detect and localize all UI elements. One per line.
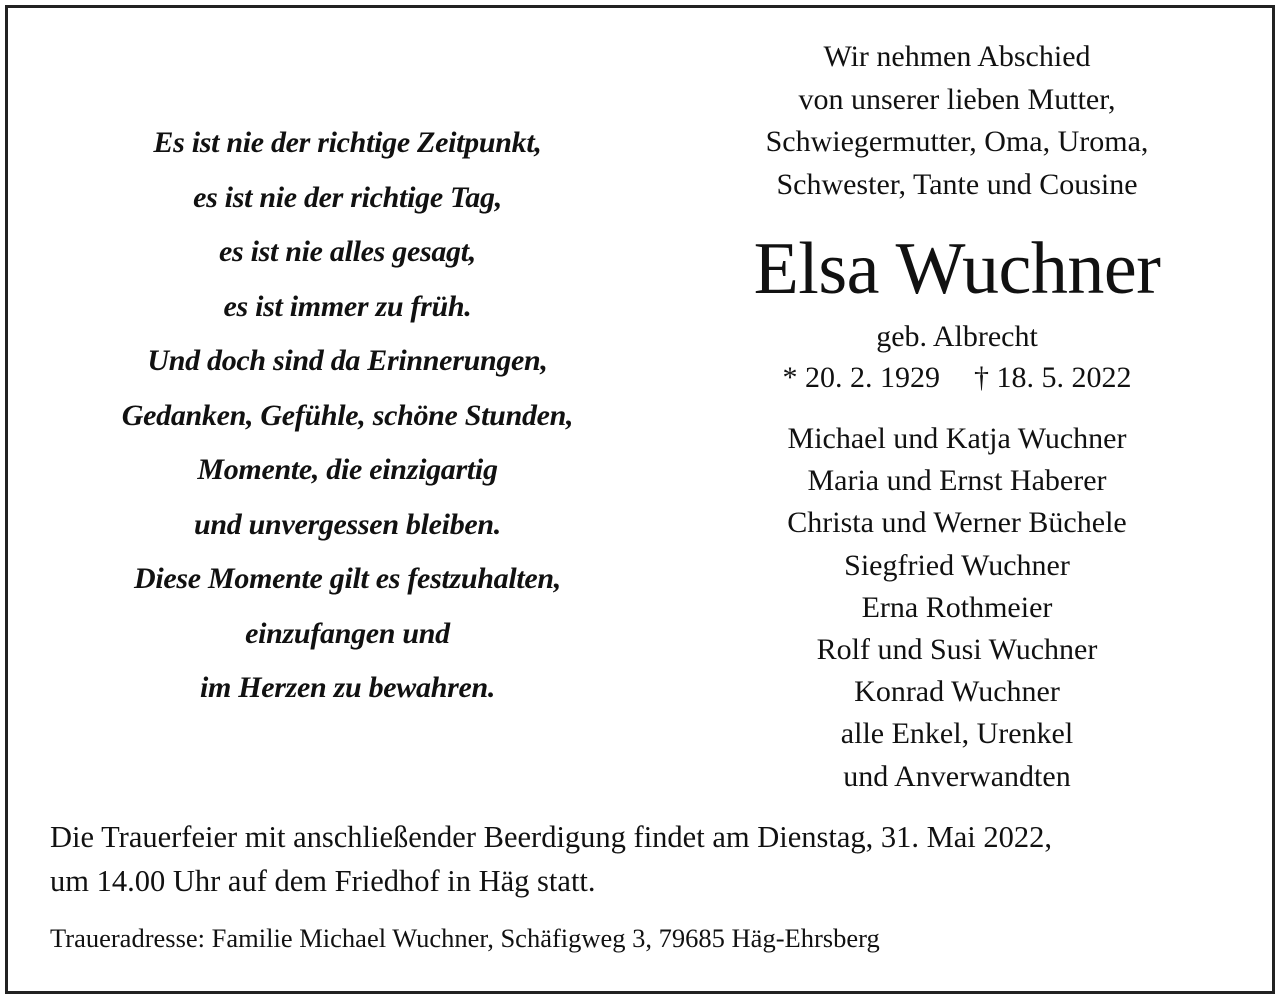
mourners-list xyxy=(682,418,1232,798)
mourner-line: Rolf und Susi Wuchner xyxy=(816,633,1098,667)
ceremony-line: Die Trauerfeier mit anschließender Beerdigung findet am Dienstag, 31. Mai 2022, xyxy=(50,820,1053,854)
poem-line: Es ist nie der richtige Zeitpunkt, xyxy=(153,126,542,159)
mourner-line: Siegfried Wuchner xyxy=(844,548,1070,582)
mourner-line: Erna Rothmeier xyxy=(861,590,1053,624)
poem xyxy=(30,116,665,716)
intro-line: Schwiegermutter, Oma, Uroma, xyxy=(765,125,1149,158)
intro-line: Schwester, Tante und Cousine xyxy=(776,167,1138,201)
poem-line: Gedanken, Gefühle, schöne Stunden, xyxy=(121,398,574,432)
poem-line: es ist immer zu früh. xyxy=(223,289,472,323)
ceremony-line: um 14.00 Uhr auf dem Friedhof in Häg statt. xyxy=(50,864,596,898)
mourner-line: alle Enkel, Urenkel xyxy=(840,717,1074,751)
poem-line: und unvergessen bleiben. xyxy=(194,507,501,541)
death-date: † 18. 5. 2022 xyxy=(974,361,1132,394)
intro-line: Wir nehmen Abschied xyxy=(823,40,1091,73)
mourner-line: Konrad Wuchner xyxy=(854,675,1060,709)
mourner-line: Michael und Katja Wuchner xyxy=(787,422,1127,455)
poem-line: Und doch sind da Erinnerungen, xyxy=(147,344,548,377)
poem-line: im Herzen zu bewahren. xyxy=(199,671,496,704)
poem-line: Momente, die einzigartig xyxy=(197,453,498,486)
poem-line: es ist nie der richtige Tag, xyxy=(193,180,502,214)
intro-line: von unserer lieben Mutter, xyxy=(798,82,1116,116)
farewell-intro xyxy=(682,36,1232,206)
mourner-line: und Anverwandten xyxy=(843,759,1071,793)
life-dates xyxy=(682,357,1232,399)
mourner-line: Maria und Ernst Haberer xyxy=(807,464,1107,498)
poem-line: einzufangen und xyxy=(245,616,450,650)
poem-line: es ist nie alles gesagt, xyxy=(219,235,476,268)
ceremony-info xyxy=(50,815,1250,903)
deceased-name: Elsa Wuchner xyxy=(753,228,1161,310)
mourning-address: Traueradresse: Familie Michael Wuchner, Schäfigweg 3, 79685 Häg-Ehrsberg xyxy=(50,923,880,953)
poem-line: Diese Momente gilt es festzuhalten, xyxy=(134,562,561,595)
birth-name: geb. Albrecht xyxy=(876,320,1038,353)
mourner-line: Christa und Werner Büchele xyxy=(787,506,1127,540)
birth-date: * 20. 2. 1929 xyxy=(782,361,940,394)
